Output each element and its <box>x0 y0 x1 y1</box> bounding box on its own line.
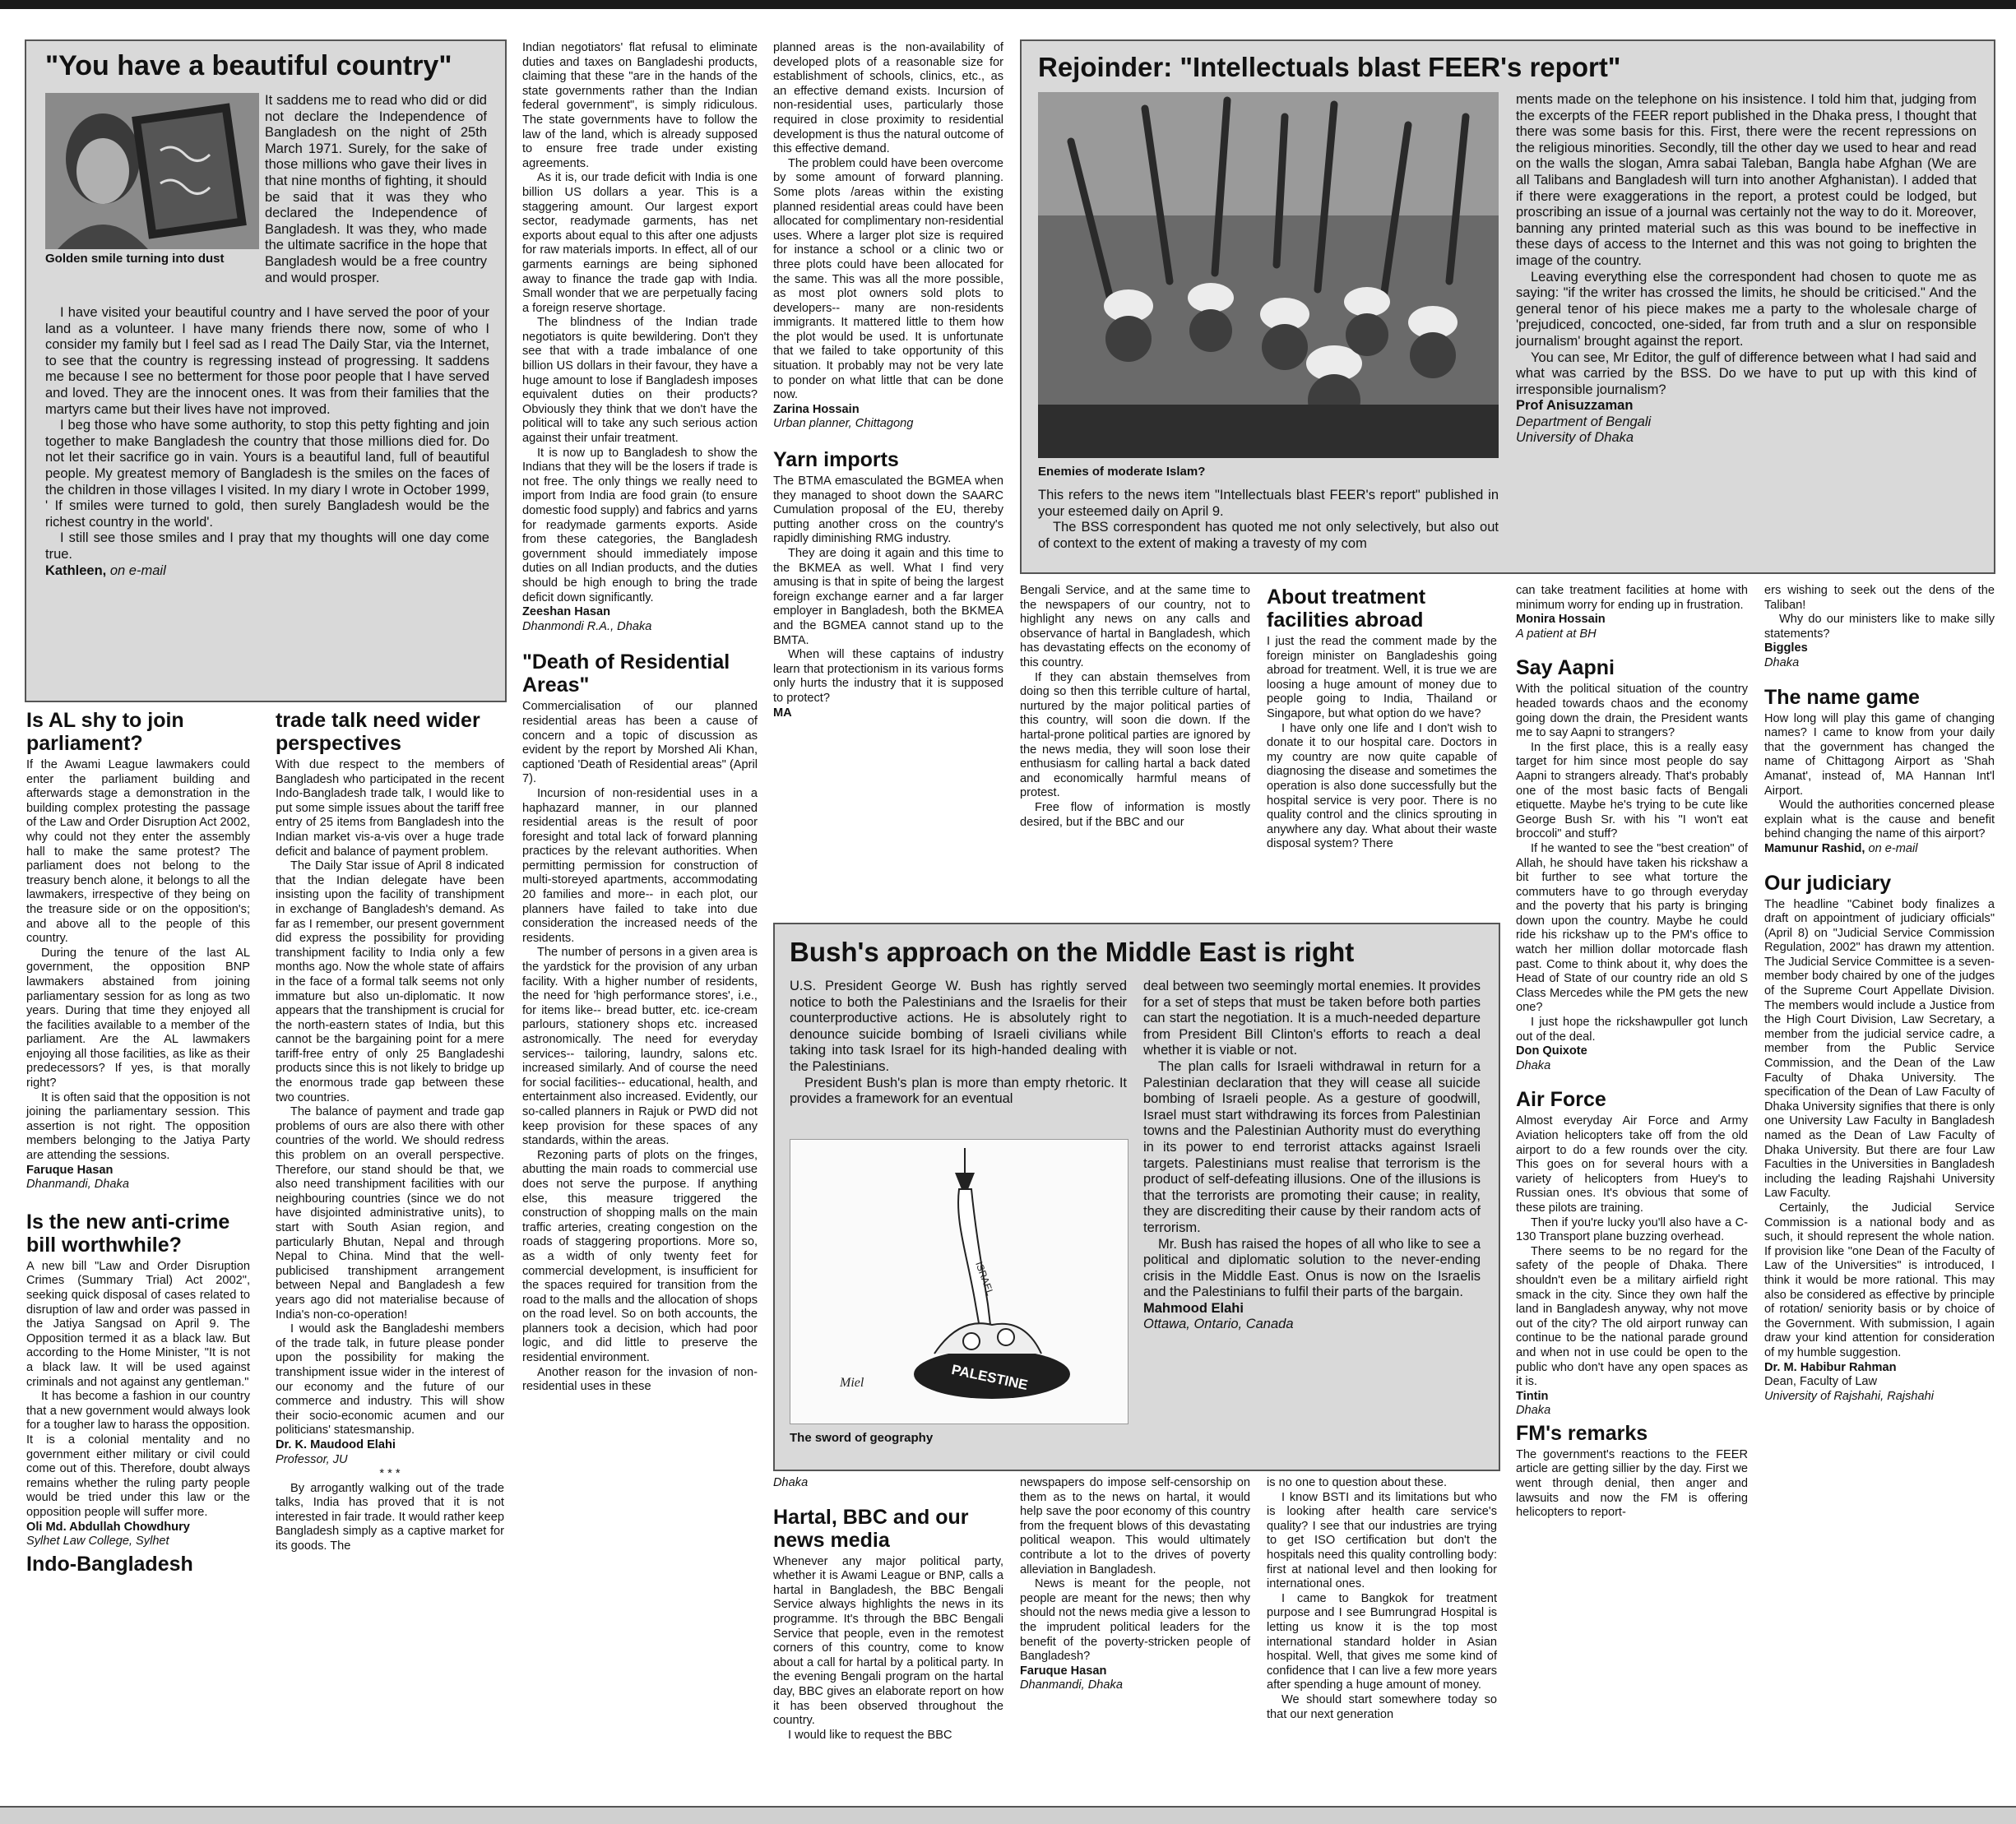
letter-title: "You have a beautiful country" <box>45 50 452 81</box>
letter-paragraph: I still see those smiles and I pray that my thoughts will one day come true. <box>45 530 489 562</box>
letter-heading: Our judiciary <box>1764 871 1892 895</box>
bush-left-text <box>790 979 1127 1114</box>
signature-name: Kathleen, <box>45 562 107 578</box>
letter-paragraph: planned areas is the non-availability of developed plots of a reasonable size for establishment of schools, clinics, etc., as an effective demand exists. Incursion of non-residential uses, particularly those required in close proximity to residential development is thus the natural outcome of this effective demand. <box>773 41 1003 156</box>
letter-paragraph: Another reason for the invasion of non-residential uses in these <box>522 1365 758 1394</box>
letter-paragraph: Almost everyday Air Force and Army Aviation helicopters take off from the old airport to do a few rounds over the city. This goes on for several hours with a variety of helicopters from Huey's to Russian ones. It's obvious that some of these pilots are training. <box>1516 1114 1748 1215</box>
letter-heading: Air Force <box>1516 1088 1606 1112</box>
letter-paragraph: The problem could have been overcome by some amount of forward planning. Some plots /areas within the existing planned residential areas could have been allocated for complimentary non-residential uses. Where a larger plot size is required for instance a school or a clinic two or three plots could have been allocated for the same. This was all the more possible, as most plot owners sold plots to developers-- many are non-residents immigrants. It mattered little to them how the plot would be used. It is unfortunate that we failed to take opportunity of this situation. It probably may not be very late to ponder on what little that can be done now. <box>773 156 1003 402</box>
cartoon-caption: The sword of geography <box>790 1431 934 1445</box>
letter-paragraph: By arrogantly walking out of the trade talks, India has proved that it is not interested in fair trade. It would rather keep Bangladesh simply as a captive market for its goods. The <box>276 1481 504 1553</box>
letter-affiliation: Professor, JU <box>276 1452 348 1466</box>
letter-paragraph: Would the authorities concerned please explain what is the cause and benefit behind changing the name of this airport? <box>1764 799 1995 841</box>
letter-paragraph: When will these captains of industry learn that protectionism in its various forms only hurts the industry that it is supposed to protect? <box>773 648 1003 705</box>
cartoon-artist-signature: Miel <box>840 1376 864 1390</box>
letter-paragraph: Whenever any major political party, whether it is Awami League or BNP, calls a hartal in Bangladesh, the BBC Bengali Service always highlights the news in its programme. It's through the BBC Bengali Service that people, even in the remotest corners of this country, come to know about a call for hartal by a political party. In the evening Bengali program on the hartal day, BBC gives an elaborate report on how it has been observed throughout the country. <box>773 1554 1003 1728</box>
letter-affiliation: Department of Bengali <box>1516 414 1652 429</box>
letter-signature: Dr. K. Maudood Elahi <box>276 1437 396 1451</box>
letter-paragraph: It has become a fashion in our country that a new government would always look for a tougher law to harass the opposition. It is a colonial mentality and no government either military or civil could come out of this. Therefore, doubt always remains whether the ruling party people would be tried under this law or the opposition people will suffer more. <box>26 1390 250 1519</box>
letter-affiliation: Dhaka <box>1516 1058 1551 1072</box>
letter-paragraph: I have visited your beautiful country and I have served the poor of your land as a volunteer. I have many friends there now, some of who I consider my family but I feel sad as I read The Daily Star, via the Internet, to see that the country is regressing instead of progressing. It saddens me because I see no betterment for those poor people that I have served and loved. They are the innocent ones. It was from their families that the martyrs came but their lives have not improved. <box>45 305 489 417</box>
letter-affiliation: Dhaka <box>773 1476 809 1489</box>
photo-caption: Enemies of moderate Islam? <box>1038 465 1206 479</box>
letter-paragraph: The BTMA emasculated the BGMEA when they managed to shoot down the SAARC Cumulation proposal of the EU, thereby putting another cross on the country's rapidly diminishing RMG industry. <box>773 475 1003 546</box>
letter-paragraph: can take treatment facilities at home with minimum worry for ending up in frustration. <box>1516 584 1748 612</box>
letter-signature: Faruque Hasan <box>1020 1664 1107 1678</box>
column-bangkok <box>1267 1476 1497 1801</box>
letter-paragraph: The Daily Star issue of April 8 indicated that the Indian delegate have been insisting upon the facility of transhipment in exchange of Bangladesh's demand. As far as I remember, our present government did express the possibility for providing transhipment facility to India only a few months ago. Now the whole state of affairs in the face of a formal talk seems not only immature but also un-diplomatic. It now appears that the transhipment is crucial for the north-eastern states of India, but this cannot be the bargaining point for a mere tariff-free entry of only 25 Bangladeshi products since this is not likely to bridge up the enormous trade gap between these two countries. <box>276 859 504 1104</box>
letter-heading: FM's remarks <box>1516 1421 1648 1445</box>
letter-signature: Biggles <box>1764 641 1808 655</box>
letter-paragraph: Rezoning parts of plots on the fringes, abutting the main roads to commercial use does not serve the purpose. If anything else, this measure triggered the construction of shopping malls on the main traffic arteries, creating congestion on the roads of staggering proportions. More so, as a width of only twenty feet for commercial development, is insufficient for the spaces required for transition from the road to the malls and the allocation of shops on the road level. So on both accounts, the planners took a decision, which had poor logic, and did little to preserve the residential environment. <box>522 1148 758 1365</box>
letter-paragraph: If the Awami League lawmakers could enter the parliament building and afterwards stage a demonstration in the building complex protesting the passage of the Law and Order Disruption Act 2002, why could not they enter the assembly hall to make the same protest? The parliament does not belong to the treasury bench alone, it belongs to all the lawmakers, irrespective of they being on the treasure side or on the opposition's; and above all to the people of this country. <box>26 758 250 946</box>
letter-paragraph: If he wanted to see the "best creation" of Allah, he should have taken his rickshaw a bit further to see what torture the commuters have to go through everyday and the poverty that his party is bringing down upon the country. Maybe he could ride his rickshaw up to the PM's office to watch her million dollar motorcade flash past. Come to think about it, why does the Head of State of our country ride an old S Class Mercedes while the PM gets the new one? <box>1516 841 1748 1015</box>
column-treatment <box>1267 584 1497 905</box>
letter-signature: Zarina Hossain <box>773 402 860 416</box>
letter-affiliation: Dean, Faculty of Law <box>1764 1375 1878 1389</box>
letter-paragraph: A new bill "Law and Order Disruption Crimes (Summary Trial) Act 2002", seeking quick disposal of cases related to disruption of law and order was passed in the Jatiya Sangsad on April 9. The Opposition termed it as a black law. But according to the Home Minister, "It is not a black law. It will be used against criminals and not against any gentleman." <box>26 1259 250 1389</box>
letter-paragraph: Free flow of information is mostly desired, but if the BBC and our <box>1020 800 1250 829</box>
letter-paragraph: I just hope the rickshawpuller got lunch out of the deal. <box>1516 1016 1748 1044</box>
letter-paragraph: ments made on the telephone on his insistence. I told him that, judging from the excerpts of the FEER report published in the Dhaka press, I thought that there was some basis for this. First, there were the recent repressions on the religious minorities. Secondly, till the other day we used to hear and read on the walls the slogan, Amra sabai Taleban, Bangla habe Afghan (We are all Talibans and Bangladesh will turn into another Afghanistan). I added that if there were exaggerations in the report, a protest could be lodged, but proscribing an issue of a journal was certainly not the way to do it. Moreover, banning any printed material such as this was bound to be ineffective in these days of access to the Internet and this was not going to brighten the image of the country. <box>1516 92 1977 268</box>
letter-signature: Tintin <box>1516 1389 1549 1403</box>
letter-paragraph: I know BSTI and its limitations but who is looking after health care service's quality? I see that our industries are trying to get ISO certification but don't the hospitals need this quality controlling body: first at national level and then looking for international ones. <box>1267 1490 1497 1591</box>
letter-affiliation: University of Rajshahi, Rajshahi <box>1764 1389 1935 1403</box>
letter-paragraph: Incursion of non-residential uses in a haphazard manner, in our planned residential areas is the result of poor foresight and total lack of forward planning practices by the relevant authorities. When permitting permission for construction of multi-storeyed apartments, accommodating 20 families and more-- in each plot, our planners have failed to take into due consideration the increased needs of the residents. <box>522 786 758 945</box>
letter-signature: Oli Md. Abdullah Chowdhury <box>26 1520 190 1534</box>
letter-affiliation: Dhaka <box>1516 1404 1551 1418</box>
letter-heading: trade talk need wider perspectives <box>276 709 480 755</box>
letter-paragraph: The headline "Cabinet body finalizes a draft on appointment of judiciary officials" (April 8) on "Judicial Service Commission Regulation, 2002" has drawn my attention. The Judicial Service Committee is a seven-member body chaired by one of the judges of the Supreme Court Appellate Division. The members would include a Justice from the High Court Division, Law Secretary, a member from the judicial service cadre, a member from the Public Service Commission, and the Dean of the Law Faculty of Dhaka University. The specification of the Dean of Law Faculty of Dhaka University signifies that there is only one University Law Faculty in Bangladesh named as the Dean of Law Faculty of Dhaka University. But there are four Law Faculties in the Universities in Bangladesh including the leading Rajshahi University Law Faculty. <box>1764 897 1995 1201</box>
letter-paragraph: The government's reactions to the FEER article are getting sillier by the day. First we went through denial, then anger and lawsuits and now the FM is offering helicopters to report- <box>1516 1447 1748 1520</box>
letter-paragraph: They are doing it again and this time to the BKMEA as well. What I find very amusing is that in spite of being the largest foreign exchange earner and a far larger employer in Bangladesh, both the BKMEA and the BGMEA cannot stand up to the BMTA. <box>773 547 1003 647</box>
letter-paragraph: Bengali Service, and at the same time to the newspapers of our country, not to highlight any news on any calls and observance of hartal in Bangladesh, which has devastating effects on the economy of this country. <box>1020 584 1250 669</box>
letter-heading: About treatment facilities abroad <box>1267 586 1426 632</box>
letter-paragraph: News is meant for the people, not people are meant for the news; then why should not the news media give a lesson to the imprudent political leaders for the benefit of the poverty-stricken people of Bangladesh? <box>1020 1577 1250 1664</box>
letter-paragraph: It saddens me to read who did or did not declare the Independence of Bangladesh on the night of 25th March 1971. Surely, for the sake of those millions who gave their lives in that nine months of fighting, it should be said that it was they who declared the Independence of Bangladesh. It was they, who made the ultimate sacrifice in the hope that Bangladesh would be a free country and would prosper. <box>265 93 487 285</box>
letter-paragraph: U.S. President George W. Bush has rightly served notice to both the Palestinians and the Israelis for their counterproductive actions. He is absolutely right to denounce suicide bombing of Israeli civilians while taking into task Israel for its high-handed dealing with the Palestinians. <box>790 979 1127 1074</box>
cartoon-sword-of-geography <box>790 1139 1128 1424</box>
letter-paragraph: deal between two seemingly mortal enemies. It provides for a set of steps that must be taken before both parties can start the negotiation. It is a much-needed departure from President Bill Clinton's efforts to reach a deal whether it is viable or not. <box>1143 979 1481 1058</box>
letter-paragraph: During the tenure of the last AL government, the opposition BNP lawmakers abstained from joining parliamentary session for as long as two years. During that time they enjoyed all the facilities available to a member of the parliament. Are the AL lawmakers enjoying all those facilities, as like as their predecessors? If yes, is that morally right? <box>26 946 250 1090</box>
letter-heading: Is the new anti-crime bill worthwhile? <box>26 1210 230 1257</box>
letter-heading: The name game <box>1764 685 1920 709</box>
letter-paragraph: is no one to question about these. <box>1267 1476 1448 1489</box>
letter-paragraph: There seems to be no regard for the safety of the people of Dhaka. There shouldn't even be a military airfield right smack in the city. Since they own half the land in Bangladesh anyway, why not move out of the city? The old airport runway can continue to be the national parade ground and when not in use could be open to the public who don't have any open spaces as it is. <box>1516 1244 1748 1389</box>
letter-signature: Don Quixote <box>1516 1044 1587 1058</box>
letter-paragraph: Commercialisation of our planned residential areas has been a cause of concern and a topic of discussion as evident by the report by Morshed Ali Khan, captioned 'Death of Residential areas" (April 7). <box>522 700 758 786</box>
letter-paragraph: I just the read the comment made by the foreign minister on Bangladeshis going abroad for treatment. Well, it is true we are loosing a huge amount of money due to people going to India, Thailand or Singapore, but what option do we have? <box>1267 635 1497 720</box>
letter-heading: Yarn imports <box>773 448 899 472</box>
section-separator: * * * <box>379 1467 401 1481</box>
letter-paragraph: Leaving everything else the correspondent had chosen to quote me as saying: "if the writer has crossed the limits, he should be criticised." And the general tenor of his piece makes me a party to the wholesale charge of 'prejudiced, concocted, one-sided, far from truth and a slur on responsible journalism' brought against the report. <box>1516 269 1977 349</box>
letter-intro-text <box>265 93 487 285</box>
photo-girl-with-slate <box>45 93 259 249</box>
letter-paragraph: The blindness of the Indian trade negotiators is quite bewildering. Don't they see that with a trade imbalance of one billion US dollars in their favour, they have a huge amount to lose if Bangladesh imposes equivalent duties on their products? Obviously they think that we don't have the political will to take any such serious action against their unfair treatment. <box>522 316 758 446</box>
letter-paragraph: Then if you're lucky you'll also have a C-130 Transport plane buzzing overhead. <box>1516 1215 1748 1244</box>
letter-affiliation: Ottawa, Ontario, Canada <box>1143 1317 1294 1332</box>
column-1 <box>26 709 250 1803</box>
bottom-rule <box>0 1806 2016 1824</box>
rejoinder-right-text <box>1516 92 1977 565</box>
letter-affiliation: Dhanmandi, Dhaka <box>26 1178 129 1192</box>
letter-paragraph: The plan calls for Israeli withdrawal in return for a Palestinian declaration that they will cease all suicide bombing of Israeli people. As a gesture of goodwill, Israel must start withdrawing its forces from Palestinian towns and the Palestinian Authority must do everything in its power to end terrorist attacks against Israeli targets. Palestinians must realise that terrorism is the product of self-defeating illusions. One of the illusions is that the terrorists are promoting their cause; in reality, they are discrediting their cause by their random acts of terrorism. <box>1143 1058 1481 1235</box>
letter-paragraph: The number of persons in a given area is the yardstick for the provision of any urban facility. With a higher number of residents, the need for 'high performance stores', i.e., for items like-- bread butter, etc. ice-cream parlours, stationery shops etc. increased astronomically. The need for everyday services-- tailoring, laundry, salons etc. increased similarly. And of course the need for social facilities-- educational, health, and entertainment also increased. Evidently, our so-called planners in Rajuk or PWD did not keep provision for these spaces of any standards, within the areas. <box>522 946 758 1148</box>
letter-signature: Dr. M. Habibur Rahman <box>1764 1360 1897 1374</box>
letter-paragraph: You can see, Mr Editor, the gulf of difference between what I had said and what was carried by the BSS. Do we have to put up with this kind of irresponsible journalism? <box>1516 350 1977 397</box>
letter-affiliation: Dhanmondi R.A., Dhaka <box>522 619 652 633</box>
letter-signature: Prof Anisuzzaman <box>1516 398 1634 414</box>
letter-paragraph: I beg those who have some authority, to stop this petty fighting and join together to make Bangladesh the country that those millions died for. Do not let their sacrifice go in vain. Yours is a beautiful land, full of beautiful people. My greatest memory of Bangladesh is the smiles on the faces of the children in those villages I visited. In my diary I wrote in October 1999, ' If smiles were turned to gold, then surely Bangladesh would be the richest country in the world'. <box>45 418 489 530</box>
column-3 <box>522 41 758 1803</box>
letter-paragraph: We should start somewhere today so that our next generation <box>1267 1692 1497 1721</box>
letter-paragraph: I have only one life and I don't wish to donate it to our hospital care. Doctors in my country are now quite capable of diagnosing the disease and sometimes the operation is also done successfully but the hospital service is very poor. There is no quality control and the clinics sprouting in anywhere any day. What about their waste disposal system? There <box>1267 721 1497 851</box>
letter-paragraph: The balance of payment and trade gap problems of ours are also there with other countries of the world. We should redress this problem on an overall perspective. Therefore, our stand should be that, we also need transhipment facilities with our neighbouring countries (since we do not have disjointed administrative units), to start with South Asian region, and particularly Bhutan, Nepal and through Nepal to China. Mind that the well-publicised transhipment arrangement between Nepal and Bangladesh a few years ago did not materialise because of India's non-co-operation! <box>276 1105 504 1322</box>
letter-paragraph: With due respect to the members of Bangladesh who participated in the recent Indo-Bangladesh trade talk, I would like to put some simple issues about the tariff free entry of 25 items from Bangladesh into the Indian market vis-a-vis over a huge trade deficit and balance of payment problem. <box>276 758 504 859</box>
letter-affiliation: Dhanmandi, Dhaka <box>1020 1678 1123 1692</box>
girl-photo-illustration <box>45 93 259 249</box>
cartoon-label-palestine: PALESTINE <box>950 1361 1030 1393</box>
cartoon-label-israel: ISRAEL <box>973 1260 996 1298</box>
letter-paragraph: In the first place, this is a really easy target for him since most people do say Aapni to strangers already. That's probably one of the most basic facts of Bengali etiquette. Maybe he's trying to be cute like George Bush Sr. with his "I won't eat broccoli" and stuff? <box>1516 740 1748 841</box>
signature-affiliation: on e-mail <box>109 562 166 578</box>
letter-paragraph: I would ask the Bangladeshi members of the trade talk, in future please ponder upon the possibility for making the transhipment issue wider in the interest of our economy and the future of our commerce and industry. This will show their socio-economic acumen and our politicians' statesmanship. <box>276 1322 504 1437</box>
letter-title: Bush's approach on the Middle East is right <box>790 937 1355 967</box>
letter-signature: MA <box>773 706 792 720</box>
letter-heading: "Death of Residential Areas" <box>522 650 730 697</box>
letter-paragraph: With the political situation of the country headed towards chaos and the economy going down the drain, the President wants me to say Aapni to strangers? <box>1516 683 1748 740</box>
letter-paragraph: The BSS correspondent has quoted me not only selectively, but also out of context to the extent of making a travesty of my com <box>1038 520 1499 551</box>
column-bbc-continued <box>1020 584 1250 905</box>
letter-signature: Zeeshan Hasan <box>522 605 611 619</box>
rejoinder-lower-text <box>1038 488 1499 567</box>
column-8 <box>1764 584 1995 1803</box>
letter-heading: Say Aapni <box>1516 656 1615 680</box>
column-4 <box>773 41 1003 913</box>
signature-affiliation: on e-mail <box>1868 841 1918 855</box>
letter-signature: Mahmood Elahi <box>1143 1300 1244 1316</box>
letter-affiliation: Sylhet Law College, Sylhet <box>26 1535 169 1549</box>
letter-heading: Indo-Bangladesh <box>26 1552 193 1576</box>
letter-title: Rejoinder: "Intellectuals blast FEER's report" <box>1038 52 1621 82</box>
letter-paragraph: I came to Bangkok for treatment purpose and I see Bumrungrad Hospital is letting us know it is the top most international standard holder in Asian hospital. Well, that gives me some kind of confidence that I can live a few more years after spending a huge amount of money. <box>1267 1591 1497 1692</box>
letter-affiliation: Urban planner, Chittagong <box>773 417 914 431</box>
letter-heading: Hartal, BBC and our news media <box>773 1505 969 1552</box>
letter-signature: Faruque Hasan <box>26 1163 114 1177</box>
column-hartal <box>773 1476 1003 1801</box>
photo-protest-rally <box>1038 92 1499 458</box>
letter-signature <box>1764 842 1995 857</box>
letter-paragraph: Why do our ministers like to make silly statements? <box>1764 613 1995 641</box>
letter-affiliation: University of Dhaka <box>1516 430 1634 446</box>
letter-paragraph: President Bush's plan is more than empty rhetoric. It provides a framework for an eventual <box>790 1075 1127 1107</box>
sword-cartoon-illustration <box>790 1140 1128 1424</box>
letter-paragraph: newspapers do impose self-censorship on them as to the news on hartal, it would help save the poor economy of this country from the frequent blows of this devastating political weapon. This would ultimately contribute a lot to the drives of poverty alleviation in Bangladesh. <box>1020 1476 1250 1576</box>
letter-paragraph: Mr. Bush has raised the hopes of all who like to see a political and diplomatic solution to the never-ending crisis in the Middle East. Onus is now on the Israelis and the Palestinians to fulfil their parts of the bargain. <box>1143 1236 1481 1300</box>
letter-affiliation: Dhaka <box>1764 655 1800 669</box>
letter-paragraph: This refers to the news item "Intellectuals blast FEER's report" published in your esteemed daily on April 9. <box>1038 488 1499 519</box>
letter-paragraph: It is often said that the opposition is not joining the parliamentary session. This assertion is not right. The opposition members belonging to the Jatiya Party are attending the sessions. <box>26 1090 250 1163</box>
top-rule <box>0 0 2016 9</box>
column-hartal-cont <box>1020 1476 1250 1801</box>
signature-name: Mamunur Rashid, <box>1764 841 1865 855</box>
letter-paragraph: As it is, our trade deficit with India is one billion US dollars a year. This is a staggering amount. Our largest export sector, readymade garments, has net exports about equal to this after one adjusts for raw materials imports. In effect, all of our garments earnings are being siphoned away to finance the trade gap with India. Small wonder that we are perpetually facing a foreign reserve shortage. <box>522 171 758 315</box>
photo-caption: Golden smile turning into dust <box>45 252 225 266</box>
column-7 <box>1516 584 1748 1803</box>
letter-body <box>45 305 489 683</box>
letter-heading: Is AL shy to join parliament? <box>26 709 184 755</box>
letter-paragraph: How long will play this game of changing names? I came to know from your daily that the government has changed the name of Chittagong Airport as 'Shah Amanat', instead of, MA Hannan Int'l Airport. <box>1764 711 1995 798</box>
letter-paragraph: ers wishing to seek out the dens of the Taliban! <box>1764 584 1995 612</box>
letter-signature <box>45 563 489 580</box>
column-2 <box>276 709 504 1803</box>
letter-paragraph: It is now up to Bangladesh to show the Indians that they will be the losers if trade is not free. The only things we really need to import from India are food grain (to ensure domestic food supply) and fabrics and yarns for readymade garments exports. Aside from these categories, the Bangladesh government should immediately impose duties on all Indian products, and the duties should be high enough to bring the trade deficit down significantly. <box>522 446 758 604</box>
protest-photo-illustration <box>1038 92 1499 458</box>
letter-paragraph: If they can abstain themselves from doing so then this terrible culture of hartal, nurtured by the major political parties of this country, will soon die down. If the hartal-prone political parties are ignored by the news media, they will soon lose their enthusiasm for calling hartal a back dated and economically harmful means of protest. <box>1020 670 1250 800</box>
letter-paragraph: I would like to request the BBC <box>788 1728 952 1742</box>
letter-signature: Monira Hossain <box>1516 613 1606 627</box>
letter-paragraph: Certainly, the Judicial Service Commission is a national body and as such, it should represent the whole nation. If provision like "one Dean of the Faculty of Law of the Universities" is introduced, I think it would be more rational. This may also be considered as effective by principle of rotation/ seniority basis or by choice of the Government. With submission, I again draw your kind attention for consideration of my humble suggestion. <box>1764 1201 1995 1359</box>
letter-paragraph: Indian negotiators' flat refusal to eliminate duties and taxes on Bangladeshi products, claiming that these "are in the hands of the state governments rather than the Indian federal government", is simply ridiculous. The state governments have to follow the law of the land, which is already supposed to ensure free trade under existing agreements. <box>522 41 758 170</box>
letter-affiliation: A patient at BH <box>1516 627 1597 641</box>
bush-right-text <box>1143 979 1481 1460</box>
